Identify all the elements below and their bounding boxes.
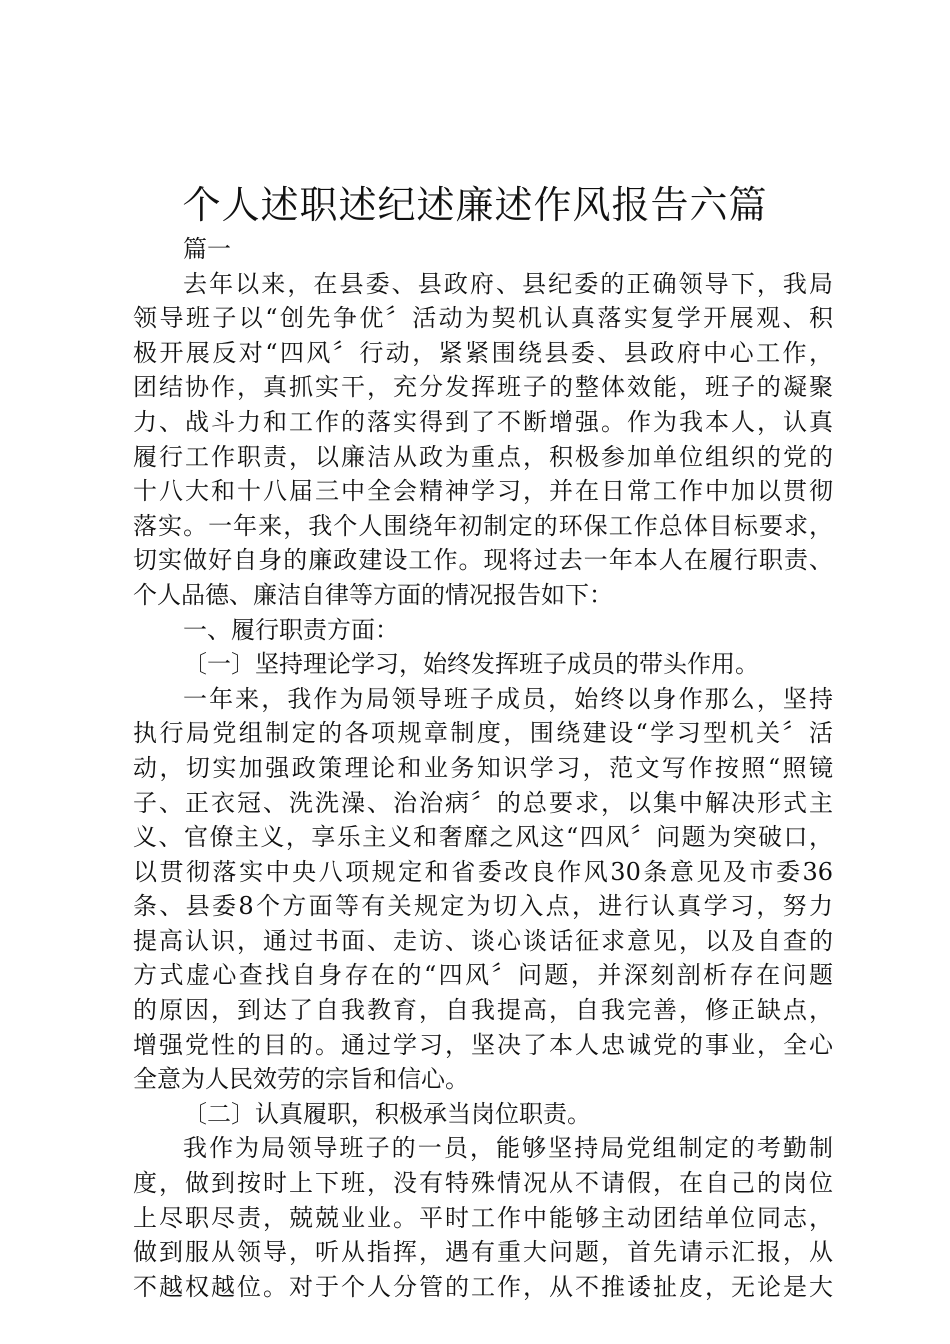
document-body [133,232,833,1304]
paragraph-line: 上尽职尽责，兢兢业业。平时工作中能够主动团结单位同志， [133,1203,833,1232]
paragraph-line: 做到服从领导，听从指挥，遇有重大问题，首先请示汇报，从 [133,1238,833,1267]
paragraph-line: 增强党性的目的。通过学习，坚决了本人忠诚党的事业，全心 [133,1030,833,1059]
paragraph-line: 义、官僚主义，享乐主义和奢靡之风这“四风〞问题为突破口， [133,823,833,852]
paragraph-line: 方式虚心查找自身存在的“四风〞问题，并深刻剖析存在问题 [133,961,833,990]
paragraph-line: 全意为人民效劳的宗旨和信心。 [133,1065,469,1094]
paragraph-line: 以贯彻落实中央八项规定和省委改良作风30条意见及市委36 [133,857,833,886]
paragraph-line: 十八大和十八届三中全会精神学习，并在日常工作中加以贯彻 [133,477,833,506]
paragraph-line: 执行局党组制定的各项规章制度，围绕建设“学习型机关〞活 [133,719,833,748]
paragraph-line: 提高认识，通过书面、走访、谈心谈话征求意见，以及自查的 [133,926,833,955]
paragraph-line: 履行工作职责，以廉洁从政为重点，积极参加单位组织的党的 [133,442,833,471]
paragraph-line: 团结协作，真抓实干，充分发挥班子的整体效能，班子的凝聚 [133,373,833,402]
paragraph-line: 去年以来，在县委、县政府、县纪委的正确领导下，我局 [183,269,833,298]
paragraph-line: 切实做好自身的廉政建设工作。现将过去一年本人在履行职责、 [133,546,833,575]
paragraph-line: 力、战斗力和工作的落实得到了不断增强。作为我本人，认真 [133,407,833,436]
subsection-heading: 〔二〕认真履职，积极承当岗位职责。 [183,1099,591,1128]
paragraph-line: 极开展反对“四风〞行动，紧紧围绕县委、县政府中心工作， [133,338,833,367]
paragraph-line: 的原因，到达了自我教育，自我提高，自我完善，修正缺点， [133,996,833,1025]
paragraph-line: 条、县委8个方面等有关规定为切入点，进行认真学习，努力 [133,892,833,921]
paragraph-line: 一年来，我作为局领导班子成员，始终以身作那么，坚持 [183,684,833,713]
section-heading: 一、履行职责方面： [183,615,399,644]
paragraph-line: 不越权越位。对于个人分管的工作，从不推诿扯皮，无论是大 [133,1272,833,1301]
paragraph-line: 动，切实加强政策理论和业务知识学习，范文写作按照“照镜 [133,753,833,782]
paragraph-line: 落实。一年来，我个人围绕年初制定的环保工作总体目标要求， [133,511,833,540]
paragraph-line: 个人品德、廉洁自律等方面的情况报告如下： [133,580,613,609]
paragraph-line: 我作为局领导班子的一员，能够坚持局党组制定的考勤制 [183,1134,833,1163]
subsection-heading: 〔一〕坚持理论学习，始终发挥班子成员的带头作用。 [183,650,759,679]
paragraph-line: 度，做到按时上下班，没有特殊情况从不请假，在自己的岗位 [133,1169,833,1198]
document-title: 个人述职述纪述廉述作风报告六篇 [182,183,768,227]
paragraph-line: 子、正衣冠、洗洗澡、治治病〞的总要求，以集中解决形式主 [133,788,833,817]
paragraph-line: 领导班子以“创先争优〞活动为契机认真落实复学开展观、积 [133,304,833,333]
section-heading: 篇一 [183,235,231,263]
